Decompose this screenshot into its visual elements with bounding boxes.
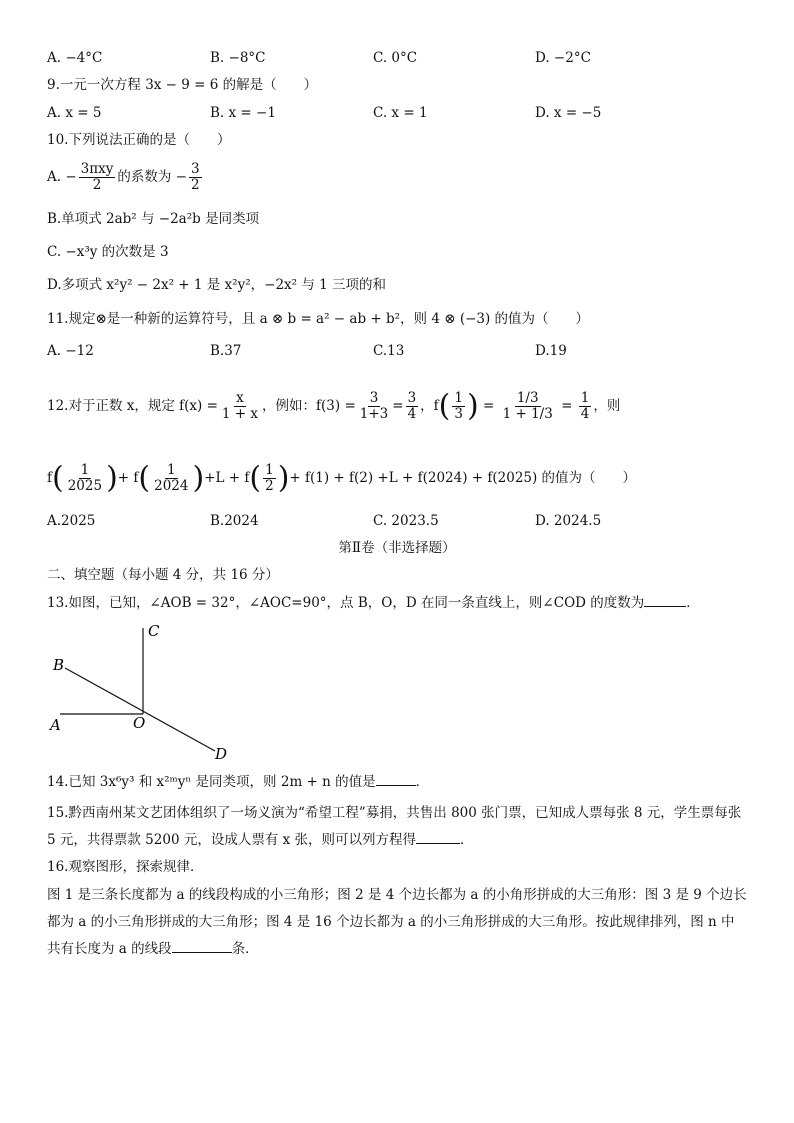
q9-option-a: A. x = 5 [47,105,102,121]
q12-ex1-res-num: 3 [407,390,417,406]
q10-option-a [47,160,204,194]
q12-ex1-res-den: 4 [407,406,417,422]
q12-option-a: A.2025 [47,513,96,529]
q10-a-frac-num: 3πxy [80,161,114,177]
q16-line-3 [47,940,259,958]
q12-ex1-num: 3 [369,390,379,406]
q12-expr-2-den: 2024 [154,478,189,494]
q15-line-2 [47,831,474,849]
q16-line-2: 都为 a 的小三角形拼成的大三角形；图 4 是 16 个边长都为 a 的小三角形拼成的大三角形。按此规律排列，图 n 中 [47,914,735,930]
q15-line-2-text: 5 元，共得票款 5200 元，设成人票有 x 张，则可以列方程得 [47,832,417,848]
part2-title: 第Ⅱ卷（非选择题） [338,540,456,556]
q12-expr-frac-2 [152,463,190,494]
q12-ex2-paren-close: ) [466,388,479,424]
q12-ex2-paren-open: ( [438,388,451,424]
q12-ex2-label: ，f [420,398,439,414]
q9-stem [47,76,317,94]
q14-stem-text: 14.已知 3x⁶y³ 和 x²ᵐyⁿ 是同类项，则 2m + n 的值是 [47,774,376,790]
q9-equation: 3x − 9 = 6 [145,77,219,93]
q12-expr-f1: f [47,470,52,486]
q12-expr-frac-3 [263,463,276,494]
q12-def-den: 1 + x [221,406,259,422]
q10-a-value [189,162,202,193]
q12-ex2-arg [452,391,465,422]
q12-def-num: x [236,390,244,406]
q12-expr-3-num: 1 [265,462,274,478]
q10-a-fraction [79,162,116,193]
q12-expr-1-num: 1 [80,462,90,478]
q11-stem: 11.规定⊗是一种新的运算符号，且 a ⊗ b = a² − ab + b²，则 4 ⊗ (−3) 的值为（ ） [47,311,590,327]
q8-option-c: C. 0°C [373,50,418,66]
q10-a-frac-den: 2 [92,177,102,193]
q12-ex2-big-den: 1 + 1/3 [502,406,553,422]
q12-expr-paren: ) [106,460,118,496]
label-d: D [215,745,228,763]
q16-line-3-text: 共有长度为 a 的线段 [47,941,172,957]
q10-option-b: B.单项式 2ab² 与 −2a²b 是同类项 [47,211,260,227]
q12-ex2-result [579,391,592,422]
q10-a-val-den: 2 [190,177,200,193]
q8-option-d: D. −2°C [535,50,591,66]
q9-option-c: C. x = 1 [373,105,428,121]
q12-option-d: D. 2024.5 [535,513,602,529]
q12-ex2-arg-den: 3 [454,406,463,422]
q13-stem-text: 13.如图，已知，∠AOB = 32°，∠AOC=90°，点 B，O，D 在同一条直线上，则∠COD 的度数为 [47,595,645,611]
q9-option-d: D. x = −5 [535,105,602,121]
q12-option-c: C. 2023.5 [373,513,439,529]
q12-ex1-den: 1+3 [359,406,389,422]
q12-ex1-result [406,391,419,422]
q10-a-prefix: A. − [47,169,77,185]
q10-a-mid: 的系数为 − [117,169,187,185]
q14-end: ． [415,774,430,790]
q12-expr-paren: ( [138,460,151,496]
q12-expr-plus-f: + f [117,470,139,486]
q13-angle-figure [40,618,240,763]
q11-option-b: B.37 [210,343,242,359]
q12-expr-paren: ( [52,460,64,496]
q13-end: ． [686,595,700,611]
q12-ex2-res-den: 4 [580,406,590,422]
q12-expr-paren: ( [249,460,262,496]
q16-line-1: 图 1 是三条长度都为 a 的线段构成的小三角形；图 2 是 4 个边长都为 a 的小角形拼成的大三角形：图 3 是 9 个边长 [47,887,747,903]
q12-stem: 12.对于正数 x，规定 f(x) = $\frac{x}{1 + x}$ ，例如：f(3) = $\frac{3}{1+3}$ = $\frac{3}{4}$ ，f( $\frac{1}{3}$ ) = $\frac{1/3}{1 + 1/3}$ = $\frac{1}{4}$ ，则 [47,388,621,424]
label-c: C [148,622,160,640]
q15-end: ． [460,832,474,848]
q12-expr-frac-1 [66,463,104,494]
q11-option-a: A. −12 [47,343,94,359]
q12-expr-2-num: 1 [167,462,176,478]
q12-ex2-big-num: 1/3 [516,390,539,406]
q12-expression [47,458,636,498]
label-a: A [50,716,61,734]
q11-option-d: D.19 [535,343,567,359]
label-o: O [133,714,146,732]
q15-line-1: 15.黔西南州某文艺团体组织了一场义演为“希望工程”募捐，共售出 800 张门票，已知成人票每张 8 元，学生票每张 [47,805,742,821]
q9-stem-suffix: 的解是（ ） [222,77,318,93]
q9-option-b: B. x = −1 [210,105,276,121]
q12-example-label: ，例如：f(3) = [262,398,356,414]
q12-expr-paren: ) [277,460,290,496]
q12-def-fraction [220,391,260,422]
q12-stem-prefix: 12.对于正数 x，规定 f(x) = [47,398,218,414]
q12-option-b: B.2024 [210,513,259,529]
q12-expr-3-den: 2 [265,478,274,494]
q12-expr-mid: +L + f [204,470,250,486]
q14-stem [47,773,429,791]
q12-expr-1-den: 2025 [67,478,103,494]
q8-option-b: B. −8°C [210,50,266,66]
q16-answer-blank[interactable] [172,940,232,953]
q16-end: 条． [231,941,259,957]
q10-option-d: D.多项式 x²y² − 2x² + 1 是 x²y²，−2x² 与 1 三项的和 [47,277,387,293]
label-b: B [53,656,65,674]
q12-ex1-fraction [358,391,391,422]
q10-a-val-num: 3 [190,161,200,177]
line-bd [65,668,215,751]
q14-answer-blank[interactable] [376,773,416,786]
q15-answer-blank[interactable] [416,831,460,844]
section2-heading: 二、填空题（每小题 4 分，共 16 分） [47,567,279,583]
q10-option-c: C. −x³y 的次数是 3 [47,244,169,260]
q12-ex1-eq: = [392,398,404,414]
q12-ex2-compound [501,391,555,422]
q10-stem: 10.下列说法正确的是（ ） [47,132,231,148]
q12-expr-paren: ) [192,460,205,496]
q12-ex2-arg-num: 1 [454,390,463,406]
q13-stem [47,594,700,612]
q12-ex2-res-num: 1 [580,390,590,406]
q13-answer-blank[interactable] [644,594,686,607]
q11-option-c: C.13 [373,343,405,359]
q12-ex-end: ，则 [593,398,621,414]
q9-stem-prefix: 9.一元一次方程 [47,77,141,93]
q12-expr-tail: + f(1) + f(2) +L + f(2024) + f(2025) 的值为（ ） [289,470,637,486]
q8-option-a: A. −4°C [47,50,103,66]
q16-stem: 16.观察图形，探索规律． [47,859,204,875]
